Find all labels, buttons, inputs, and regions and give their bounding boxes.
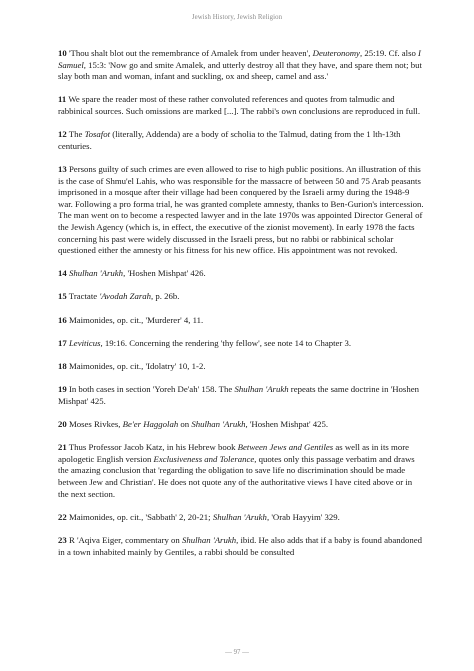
- endnote-text: We spare the reader most of these rather convoluted references and quotes from talmudic and rabbinical sources. Such omissions are marked [...]. The rabbi's own conclusions are reproduced in full.: [58, 94, 421, 116]
- endnote-number: 22: [58, 511, 67, 522]
- endnote-text: on: [178, 419, 192, 429]
- running-header: Jewish History, Jewish Religion: [191, 14, 283, 21]
- endnote-title-italic: Shulhan 'Arukh: [191, 419, 246, 429]
- endnote-text: Maimonides, op. cit., 'Sabbath' 2, 20-21;: [68, 511, 213, 522]
- endnote-number: 12: [58, 129, 67, 140]
- endnote-22: [58, 512, 424, 524]
- endnote-text: (literally, Addenda) are a body of scholia to the Talmud, dating from the 1 lth-13th centuries.: [58, 129, 401, 151]
- endnote-number: 20: [58, 419, 67, 429]
- endnote-17: [58, 338, 424, 350]
- endnote-title-italic: Leviticus: [68, 337, 101, 348]
- endnote-number: 18: [58, 361, 67, 372]
- endnote-title-italic: 'Avodah Zarah: [99, 291, 152, 302]
- endnote-text: R 'Aqiva Eiger, commentary on: [68, 534, 182, 545]
- endnote-number: 16: [58, 314, 67, 325]
- endnote-16: [58, 315, 424, 327]
- endnote-title-italic: I Samuel: [58, 48, 421, 70]
- endnote-14: [58, 268, 424, 280]
- endnote-title-italic: Be'er Haggolah: [122, 419, 179, 429]
- endnote-19: [58, 384, 424, 407]
- endnote-text: repeats the same doctrine in 'Hoshen Mishpat' 425.: [58, 384, 419, 406]
- endnote-number: 19: [58, 384, 67, 395]
- endnote-title-italic: Shulhan 'Arukh: [68, 268, 124, 279]
- endnote-13: [58, 164, 424, 257]
- endnote-text: Maimonides, op. cit., 'Idolatry' 10, 1-2.: [68, 361, 206, 372]
- endnotes-list: [58, 48, 424, 570]
- endnote-text: , quotes only this passage verbatim and draws the amazing conclusion that 'regarding the obligation to save life no discrimination should be made between Jew and Christian'. He does not quote any of the authoritative views I have cited above or in the next section.: [58, 453, 415, 499]
- endnote-21: [58, 442, 424, 500]
- endnote-text: Tractate: [68, 291, 100, 302]
- endnote-text: Thus Professor Jacob Katz, in his Hebrew book: [68, 442, 238, 453]
- endnote-text: Persons guilty of such crimes are even allowed to rise to high public positions. An illustration of this is the case of Shmu'el Lahis, who was responsible for the massacre of between 50 and 75 Arab peasants imprisoned in a mosque after their village had been conquered by the Israeli army during the 1948-9 war. Following a pro forma trial, he was granted complete amnesty, thanks to Ben-Gurion's intercession. The man went on to become a respected lawyer and in the late 1970s was appointed Director General of the Jewish Agency (which is, in effect, the executive of the zionist movement). In early 1978 the facts concerning his past were widely discussed in the Israeli press, but no rabbi or rabbinical scholar questioned either the amnesty or his fitness for his new office. His appointment was not revoked.: [58, 163, 424, 256]
- endnote-text: , 25:19. Cf. also: [359, 48, 419, 58]
- endnote-18: [58, 361, 424, 373]
- endnote-number: 10: [58, 48, 67, 58]
- endnote-10: [58, 48, 424, 83]
- endnote-text: , 15:3: 'Now go and smite Amalek, and utterly destroy all that they have, and spare them not; but slay both man and woman, infant and suckling, ox and sheep, camel and ass.': [58, 59, 422, 82]
- endnote-text: , p. 26b.: [151, 291, 180, 302]
- endnote-title-italic: Deuteronomy: [312, 48, 360, 58]
- endnote-number: 17: [58, 337, 67, 348]
- endnote-title-italic: Between Jews and Gentiles: [237, 442, 334, 453]
- endnote-15: [58, 291, 424, 303]
- endnote-11: [58, 94, 424, 117]
- endnote-title-italic: Tosafot: [84, 129, 111, 140]
- endnote-text: The: [68, 129, 85, 140]
- endnote-text: 'Thou shalt blot out the remembrance of Amalek from under heaven',: [68, 48, 313, 58]
- endnote-23: [58, 535, 424, 558]
- endnote-text: , 'Orab Hayyim' 329.: [266, 511, 340, 522]
- endnote-title-italic: Shulhan 'Arukh: [234, 384, 289, 395]
- endnote-title-italic: Shulhan 'Arukh: [212, 511, 267, 522]
- endnote-number: 21: [58, 442, 67, 453]
- endnote-number: 13: [58, 163, 67, 174]
- endnote-text: , 19:16. Concerning the rendering 'thy fellow', see note 14 to Chapter 3.: [100, 337, 352, 348]
- endnote-title-italic: Exclusiveness and Tolerance: [153, 453, 255, 464]
- endnote-text: , 'Hoshen Mishpat' 425.: [245, 419, 329, 429]
- endnote-text: In both cases in section 'Yoreh De'ah' 158. The: [68, 384, 235, 395]
- endnote-text: Moses Rivkes,: [68, 419, 123, 429]
- endnote-20: [58, 419, 424, 431]
- endnote-number: 23: [58, 534, 67, 545]
- endnote-number: 14: [58, 268, 67, 279]
- page-number: — 97 —: [225, 649, 249, 656]
- endnote-text: as well as in its more apologetic English version: [58, 442, 409, 464]
- endnote-text: , 'Hoshen Mishpat' 426.: [123, 268, 206, 279]
- endnote-title-italic: Shulhan 'Arukh: [181, 534, 237, 545]
- endnote-number: 11: [58, 94, 67, 105]
- endnote-number: 15: [58, 291, 67, 302]
- endnote-12: [58, 129, 424, 152]
- endnote-text: Maimonides, op. cit., 'Murderer' 4, 11.: [68, 314, 204, 325]
- endnote-text: , ibid. He also adds that if a baby is found abandoned in a town inhabited mainly by Gentiles, a rabbi should be consulted: [58, 534, 422, 557]
